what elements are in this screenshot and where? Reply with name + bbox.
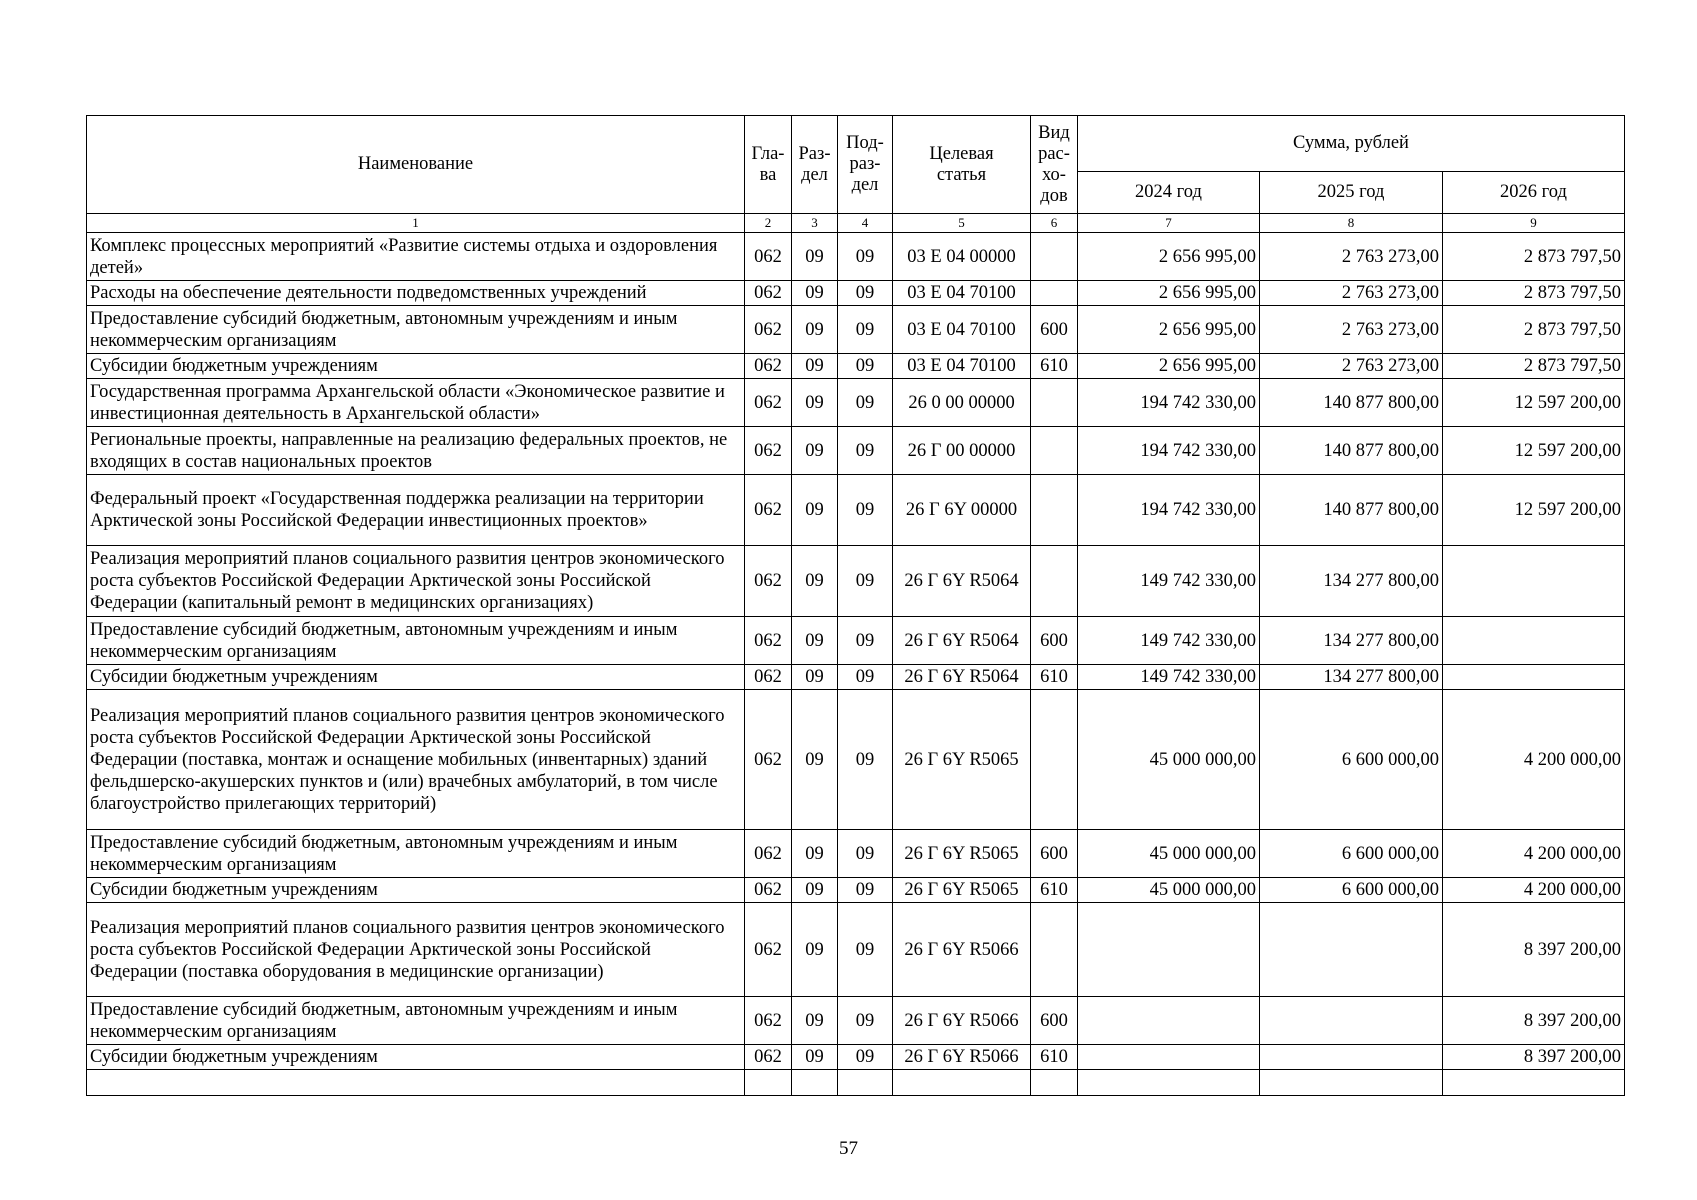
row-vid: 600: [1031, 997, 1078, 1045]
row-razdel: 09: [792, 306, 838, 354]
header-name: Наименование: [87, 116, 745, 214]
row-razdel: 09: [792, 665, 838, 690]
row-amount-2025: 6 600 000,00: [1260, 878, 1443, 903]
row-amount-2025: 6 600 000,00: [1260, 830, 1443, 878]
row-razdel: 09: [792, 427, 838, 475]
row-celevaya: 26 Г 6Y R5065: [893, 878, 1031, 903]
row-amount-2024: 45 000 000,00: [1078, 690, 1260, 830]
row-amount-2024: 194 742 330,00: [1078, 427, 1260, 475]
row-amount-2026: 4 200 000,00: [1443, 690, 1625, 830]
column-numbers-row: [87, 214, 1625, 233]
row-razdel: 09: [792, 830, 838, 878]
table-row: [87, 617, 1625, 665]
row-celevaya: 26 Г 6Y R5064: [893, 546, 1031, 617]
row-podrazdel: 09: [838, 903, 893, 997]
row-name: Реализация мероприятий планов социального развития центров экономического роста субъектов Российской Федерации Арктической зоны Российской Федерации (капитальный ремонт в медицинских организациях): [87, 546, 745, 617]
row-celevaya: 26 Г 6Y R5064: [893, 617, 1031, 665]
row-name: [87, 1070, 745, 1096]
row-podrazdel: 09: [838, 281, 893, 306]
header-summa: Сумма, рублей: [1078, 116, 1625, 172]
row-amount-2024: 45 000 000,00: [1078, 878, 1260, 903]
row-glava: 062: [745, 354, 792, 379]
row-amount-2024: 2 656 995,00: [1078, 233, 1260, 281]
row-celevaya: 03 Е 04 00000: [893, 233, 1031, 281]
row-podrazdel: 09: [838, 546, 893, 617]
row-name: Федеральный проект «Государственная поддержка реализации на территории Арктической зоны Российской Федерации инвестиционных проектов»: [87, 475, 745, 546]
row-glava: 062: [745, 665, 792, 690]
page-number: 57: [839, 1138, 858, 1159]
row-amount-2024: [1078, 997, 1260, 1045]
row-amount-2024: 45 000 000,00: [1078, 830, 1260, 878]
row-amount-2026: 2 873 797,50: [1443, 281, 1625, 306]
column-number: 6: [1031, 214, 1078, 233]
row-podrazdel: 09: [838, 427, 893, 475]
row-name: Предоставление субсидий бюджетным, автономным учреждениям и иным некоммерческим организациям: [87, 306, 745, 354]
row-amount-2025: [1260, 903, 1443, 997]
table-row: [87, 354, 1625, 379]
row-podrazdel: [838, 1070, 893, 1096]
row-name: Субсидии бюджетным учреждениям: [87, 354, 745, 379]
header-glava: Гла- ва: [745, 116, 792, 214]
row-razdel: 09: [792, 354, 838, 379]
table-row: [87, 427, 1625, 475]
row-celevaya: 26 Г 6Y R5066: [893, 1045, 1031, 1070]
row-amount-2026: 8 397 200,00: [1443, 1045, 1625, 1070]
row-vid: 600: [1031, 830, 1078, 878]
row-glava: 062: [745, 1045, 792, 1070]
row-razdel: 09: [792, 546, 838, 617]
header-2026: 2026 год: [1443, 172, 1625, 214]
row-glava: 062: [745, 475, 792, 546]
row-name: Комплекс процессных мероприятий «Развитие системы отдыха и оздоровления детей»: [87, 233, 745, 281]
row-vid: 610: [1031, 665, 1078, 690]
table-body: [87, 233, 1625, 1096]
row-podrazdel: 09: [838, 830, 893, 878]
row-celevaya: 26 Г 6Y R5065: [893, 830, 1031, 878]
row-amount-2025: 140 877 800,00: [1260, 379, 1443, 427]
row-name: Реализация мероприятий планов социального развития центров экономического роста субъектов Российской Федерации Арктической зоны Российской Федерации (поставка оборудования в медицинские организации): [87, 903, 745, 997]
row-glava: 062: [745, 427, 792, 475]
row-amount-2024: 2 656 995,00: [1078, 354, 1260, 379]
row-amount-2025: 2 763 273,00: [1260, 281, 1443, 306]
row-amount-2026: [1443, 617, 1625, 665]
table-row: [87, 306, 1625, 354]
column-number: 7: [1078, 214, 1260, 233]
row-amount-2025: 2 763 273,00: [1260, 233, 1443, 281]
row-glava: 062: [745, 233, 792, 281]
row-amount-2024: [1078, 903, 1260, 997]
row-celevaya: 26 Г 00 00000: [893, 427, 1031, 475]
row-amount-2024: 149 742 330,00: [1078, 546, 1260, 617]
row-amount-2026: 12 597 200,00: [1443, 475, 1625, 546]
row-glava: 062: [745, 617, 792, 665]
row-vid: [1031, 546, 1078, 617]
row-amount-2026: [1443, 1070, 1625, 1096]
row-amount-2025: 2 763 273,00: [1260, 306, 1443, 354]
row-name: Субсидии бюджетным учреждениям: [87, 878, 745, 903]
row-amount-2025: [1260, 1070, 1443, 1096]
row-amount-2026: 8 397 200,00: [1443, 997, 1625, 1045]
table-row: [87, 1070, 1625, 1096]
row-amount-2025: 2 763 273,00: [1260, 354, 1443, 379]
header-razdel: Раз- дел: [792, 116, 838, 214]
row-podrazdel: 09: [838, 878, 893, 903]
row-name: Расходы на обеспечение деятельности подведомственных учреждений: [87, 281, 745, 306]
row-amount-2026: 4 200 000,00: [1443, 878, 1625, 903]
header-2025: 2025 год: [1260, 172, 1443, 214]
row-celevaya: 26 Г 6Y 00000: [893, 475, 1031, 546]
row-vid: [1031, 379, 1078, 427]
row-amount-2025: 140 877 800,00: [1260, 475, 1443, 546]
header-vid: Вид рас- хо- дов: [1031, 116, 1078, 214]
column-number: 3: [792, 214, 838, 233]
column-number: 8: [1260, 214, 1443, 233]
column-number: 1: [87, 214, 745, 233]
row-amount-2025: 134 277 800,00: [1260, 617, 1443, 665]
row-razdel: 09: [792, 281, 838, 306]
table-row: [87, 546, 1625, 617]
row-amount-2025: 134 277 800,00: [1260, 665, 1443, 690]
row-razdel: 09: [792, 233, 838, 281]
row-amount-2024: [1078, 1045, 1260, 1070]
row-amount-2026: 12 597 200,00: [1443, 427, 1625, 475]
row-name: Региональные проекты, направленные на реализацию федеральных проектов, не входящих в состав национальных проектов: [87, 427, 745, 475]
row-celevaya: 03 Е 04 70100: [893, 354, 1031, 379]
row-amount-2024: 194 742 330,00: [1078, 379, 1260, 427]
row-amount-2026: 2 873 797,50: [1443, 233, 1625, 281]
row-podrazdel: 09: [838, 997, 893, 1045]
row-vid: 610: [1031, 354, 1078, 379]
row-amount-2024: 194 742 330,00: [1078, 475, 1260, 546]
row-podrazdel: 09: [838, 617, 893, 665]
row-glava: 062: [745, 306, 792, 354]
table-row: [87, 379, 1625, 427]
row-razdel: 09: [792, 379, 838, 427]
row-podrazdel: 09: [838, 665, 893, 690]
row-podrazdel: 09: [838, 306, 893, 354]
row-vid: [1031, 903, 1078, 997]
row-podrazdel: 09: [838, 1045, 893, 1070]
row-razdel: [792, 1070, 838, 1096]
header-2024: 2024 год: [1078, 172, 1260, 214]
row-amount-2025: 6 600 000,00: [1260, 690, 1443, 830]
row-amount-2025: 140 877 800,00: [1260, 427, 1443, 475]
row-amount-2026: 2 873 797,50: [1443, 354, 1625, 379]
table-row: [87, 665, 1625, 690]
row-amount-2026: 2 873 797,50: [1443, 306, 1625, 354]
column-number: 5: [893, 214, 1031, 233]
row-vid: [1031, 475, 1078, 546]
row-glava: 062: [745, 903, 792, 997]
row-amount-2024: [1078, 1070, 1260, 1096]
row-amount-2024: 2 656 995,00: [1078, 281, 1260, 306]
row-amount-2026: 12 597 200,00: [1443, 379, 1625, 427]
row-vid: [1031, 1070, 1078, 1096]
row-name: Субсидии бюджетным учреждениям: [87, 665, 745, 690]
row-amount-2026: 4 200 000,00: [1443, 830, 1625, 878]
column-number: 4: [838, 214, 893, 233]
row-podrazdel: 09: [838, 475, 893, 546]
row-razdel: 09: [792, 617, 838, 665]
row-glava: 062: [745, 281, 792, 306]
table-row: [87, 233, 1625, 281]
row-vid: [1031, 427, 1078, 475]
row-amount-2024: 2 656 995,00: [1078, 306, 1260, 354]
row-celevaya: 03 Е 04 70100: [893, 281, 1031, 306]
row-celevaya: 26 0 00 00000: [893, 379, 1031, 427]
row-glava: 062: [745, 690, 792, 830]
row-amount-2024: 149 742 330,00: [1078, 617, 1260, 665]
row-podrazdel: 09: [838, 233, 893, 281]
row-podrazdel: 09: [838, 354, 893, 379]
row-amount-2025: 134 277 800,00: [1260, 546, 1443, 617]
table-row: [87, 903, 1625, 997]
table-row: [87, 281, 1625, 306]
row-celevaya: 26 Г 6Y R5066: [893, 903, 1031, 997]
row-razdel: 09: [792, 1045, 838, 1070]
row-celevaya: 26 Г 6Y R5065: [893, 690, 1031, 830]
table-row: [87, 690, 1625, 830]
row-name: Предоставление субсидий бюджетным, автономным учреждениям и иным некоммерческим организациям: [87, 997, 745, 1045]
row-glava: 062: [745, 546, 792, 617]
column-number: 2: [745, 214, 792, 233]
row-razdel: 09: [792, 997, 838, 1045]
row-celevaya: 26 Г 6Y R5066: [893, 997, 1031, 1045]
row-razdel: 09: [792, 878, 838, 903]
table-row: [87, 878, 1625, 903]
header-podrazdel: Под- раз- дел: [838, 116, 893, 214]
column-number: 9: [1443, 214, 1625, 233]
row-vid: 610: [1031, 1045, 1078, 1070]
row-celevaya: [893, 1070, 1031, 1096]
row-amount-2025: [1260, 1045, 1443, 1070]
row-glava: 062: [745, 878, 792, 903]
row-razdel: 09: [792, 903, 838, 997]
budget-table: [86, 115, 1625, 1096]
row-name: Государственная программа Архангельской области «Экономическое развитие и инвестиционная деятельность в Архангельской области»: [87, 379, 745, 427]
row-celevaya: 26 Г 6Y R5064: [893, 665, 1031, 690]
row-razdel: 09: [792, 690, 838, 830]
row-vid: [1031, 690, 1078, 830]
row-podrazdel: 09: [838, 379, 893, 427]
row-name: Предоставление субсидий бюджетным, автономным учреждениям и иным некоммерческим организациям: [87, 830, 745, 878]
row-name: Субсидии бюджетным учреждениям: [87, 1045, 745, 1070]
row-razdel: 09: [792, 475, 838, 546]
row-amount-2025: [1260, 997, 1443, 1045]
row-celevaya: 03 Е 04 70100: [893, 306, 1031, 354]
row-vid: 610: [1031, 878, 1078, 903]
row-glava: 062: [745, 997, 792, 1045]
table-row: [87, 1045, 1625, 1070]
row-amount-2026: [1443, 665, 1625, 690]
row-amount-2024: 149 742 330,00: [1078, 665, 1260, 690]
row-podrazdel: 09: [838, 690, 893, 830]
row-vid: [1031, 281, 1078, 306]
header-celevaya: Целевая статья: [893, 116, 1031, 214]
table-row: [87, 997, 1625, 1045]
row-vid: 600: [1031, 617, 1078, 665]
row-glava: [745, 1070, 792, 1096]
row-vid: [1031, 233, 1078, 281]
table-row: [87, 830, 1625, 878]
row-amount-2026: [1443, 546, 1625, 617]
row-glava: 062: [745, 379, 792, 427]
row-name: Реализация мероприятий планов социального развития центров экономического роста субъектов Российской Федерации Арктической зоны Российской Федерации (поставка, монтаж и оснащение мобильных (инвентарных) зданий фельдшерско-акушерских пунктов и (или) врачебных амбулаторий, в том числе благоустройство прилегающих территорий): [87, 690, 745, 830]
row-glava: 062: [745, 830, 792, 878]
table-row: [87, 475, 1625, 546]
row-amount-2026: 8 397 200,00: [1443, 903, 1625, 997]
row-vid: 600: [1031, 306, 1078, 354]
row-name: Предоставление субсидий бюджетным, автономным учреждениям и иным некоммерческим организациям: [87, 617, 745, 665]
